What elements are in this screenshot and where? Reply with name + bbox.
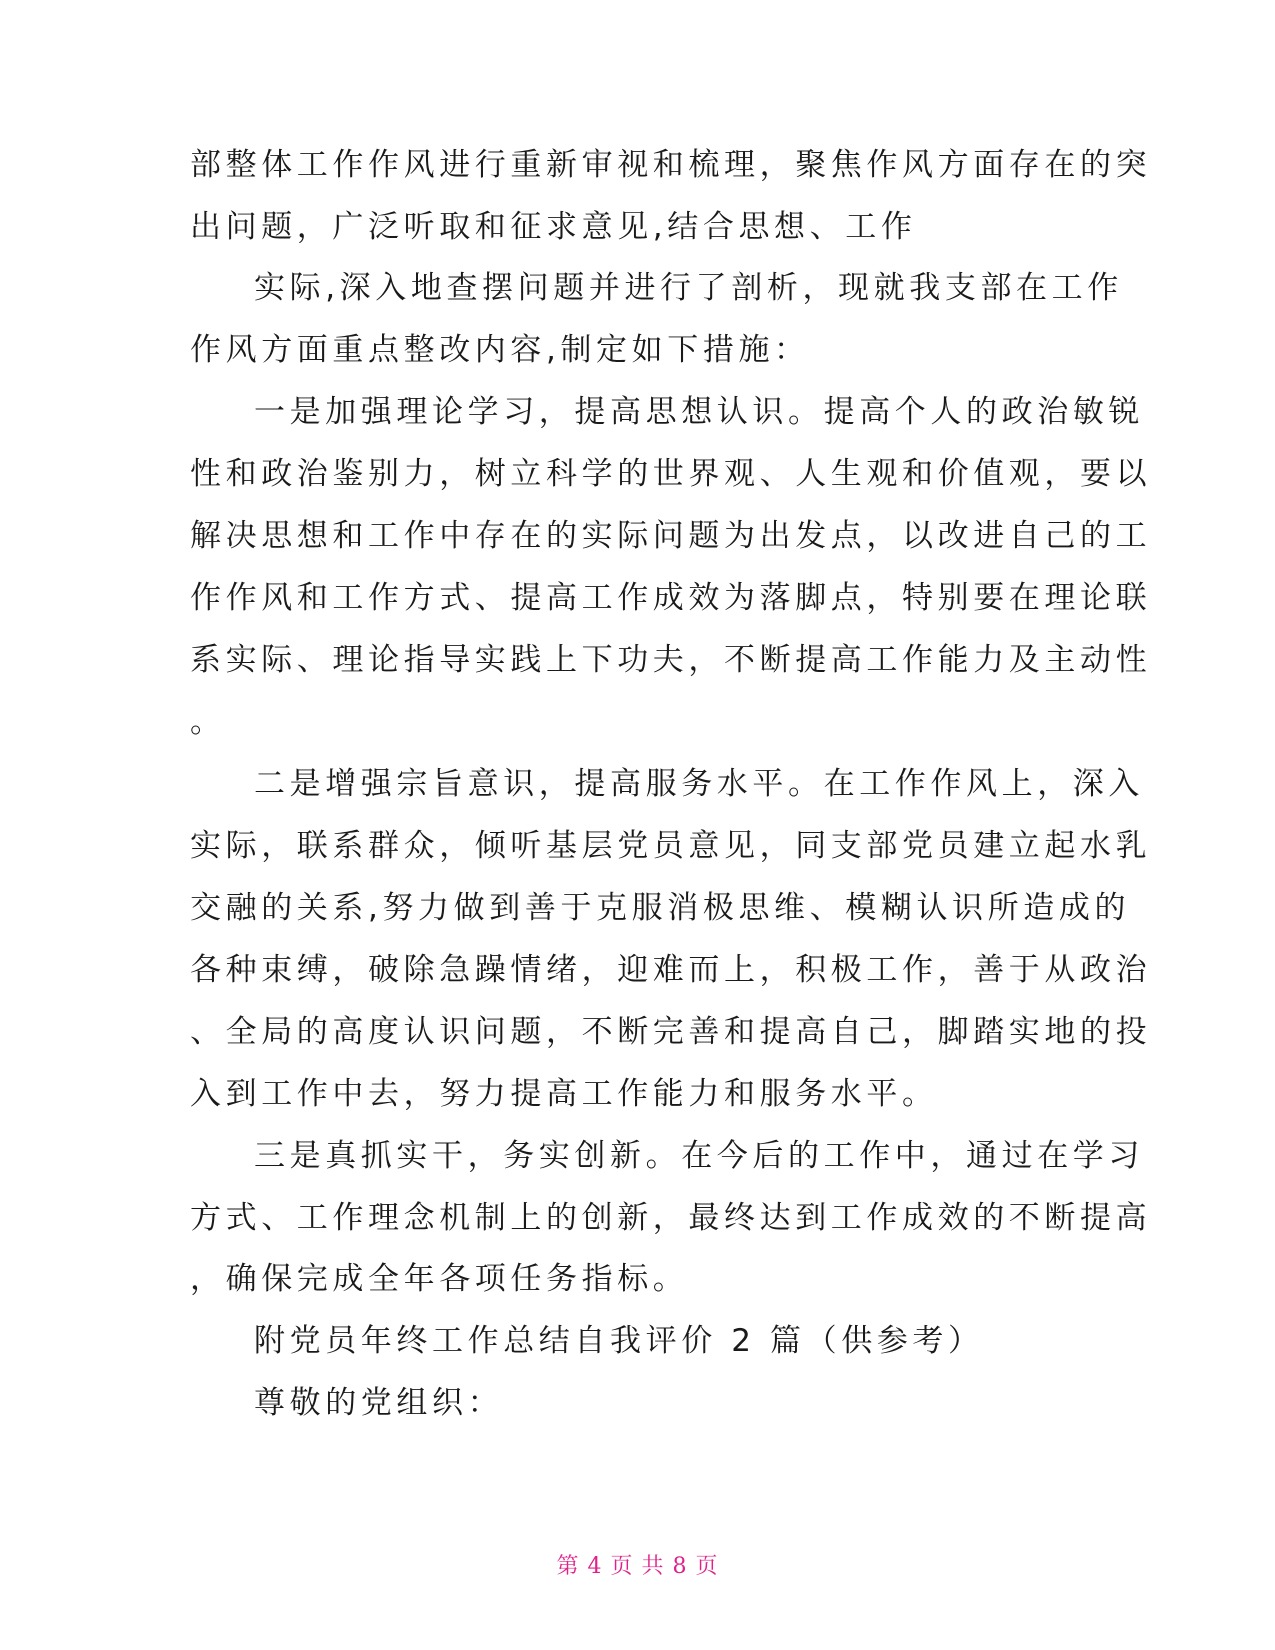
appendix-title: 附党员年终工作总结自我评价 2 篇（供参考） xyxy=(254,1323,984,1359)
text-line: 、全局的高度认识问题，不断完善和提高自己，脚踏实地的投 xyxy=(190,1014,1152,1050)
text-line: ，确保完成全年各项任务指标。 xyxy=(190,1261,689,1297)
text-line: 。 xyxy=(190,704,226,740)
text-line: 部整体工作作风进行重新审视和梳理，聚焦作风方面存在的突 xyxy=(190,147,1152,183)
text-line: 解决思想和工作中存在的实际问题为出发点，以改进自己的工 xyxy=(190,518,1152,554)
salutation: 尊敬的党组织： xyxy=(254,1385,504,1421)
text-line: 性和政治鉴别力，树立科学的世界观、人生观和价值观，要以 xyxy=(190,456,1152,492)
text-line: 入到工作中去，努力提高工作能力和服务水平。 xyxy=(190,1076,938,1112)
text-line: 出问题，广泛听取和征求意见,结合思想、工作 xyxy=(190,209,917,245)
text-line: 系实际、理论指导实践上下功夫，不断提高工作能力及主动性 xyxy=(190,642,1152,678)
paragraph-line: 实际,深入地查摆问题并进行了剖析，现就我支部在工作 xyxy=(254,270,1123,306)
text-line: 各种束缚，破除急躁情绪，迎难而上，积极工作，善于从政治 xyxy=(190,952,1152,988)
text-line: 实际，联系群众，倾听基层党员意见，同支部党员建立起水乳 xyxy=(190,828,1152,864)
paragraph-line: 一是加强理论学习，提高思想认识。提高个人的政治敏锐 xyxy=(254,394,1144,430)
paragraph-line: 三是真抓实干，务实创新。在今后的工作中，通过在学习 xyxy=(254,1138,1144,1174)
text-line: 方式、工作理念机制上的创新，最终达到工作成效的不断提高 xyxy=(190,1200,1152,1236)
text-line: 作作风和工作方式、提高工作成效为落脚点，特别要在理论联 xyxy=(190,580,1152,616)
text-line: 交融的关系,努力做到善于克服消极思维、模糊认识所造成的 xyxy=(190,890,1131,926)
page-number: 第 4 页 共 8 页 xyxy=(556,1554,719,1579)
text-line: 作风方面重点整改内容,制定如下措施： xyxy=(190,332,810,368)
paragraph-line: 二是增强宗旨意识，提高服务水平。在工作作风上，深入 xyxy=(254,766,1144,802)
